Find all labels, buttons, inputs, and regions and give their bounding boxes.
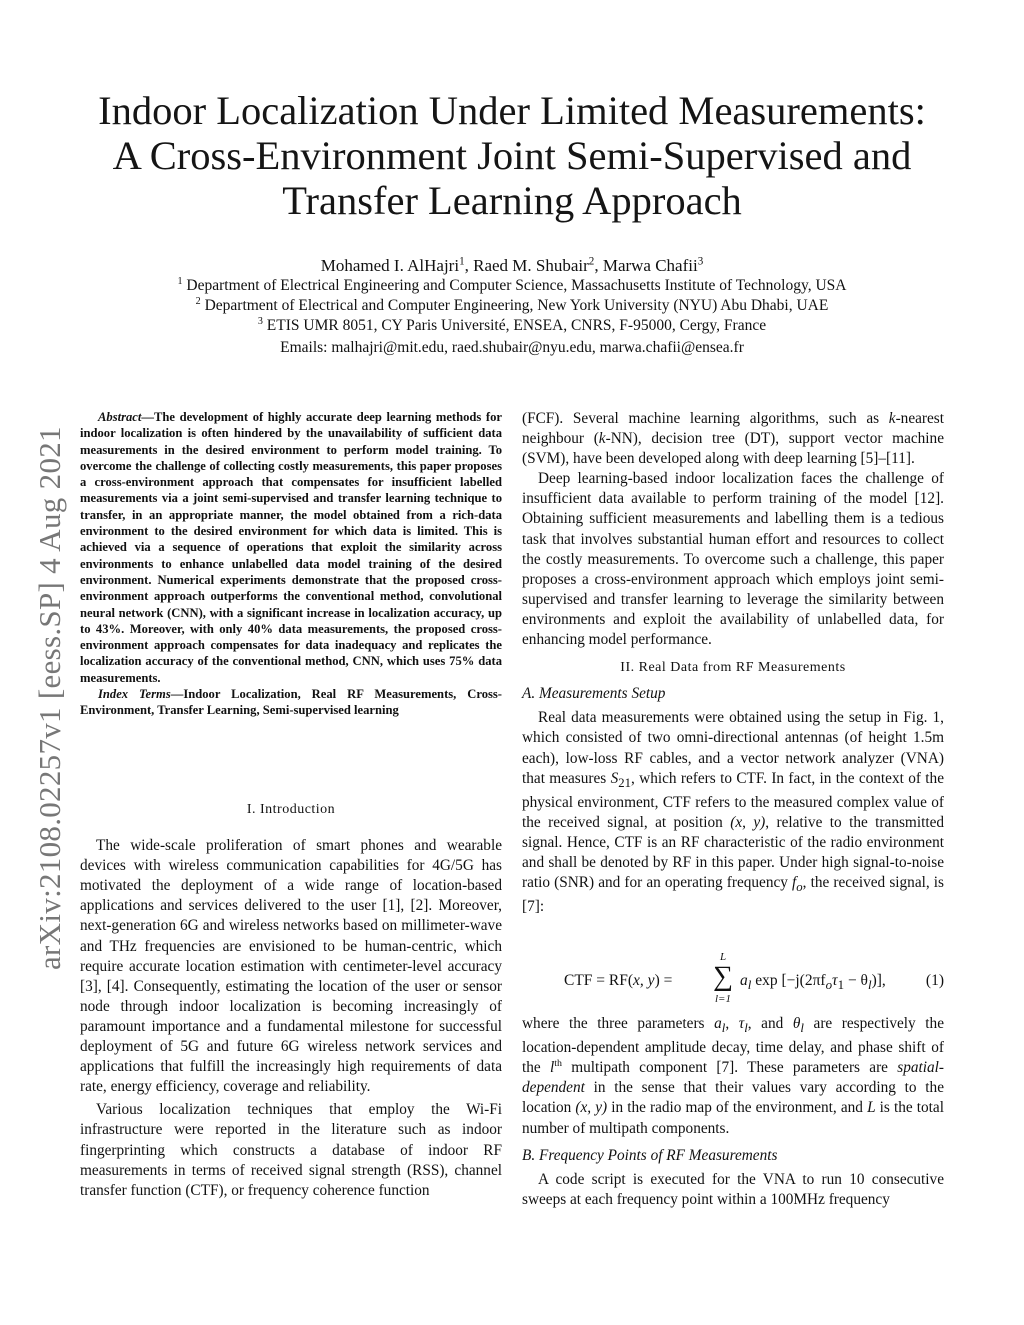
where-spatial-dependent: spatial-dependent <box>522 1059 944 1097</box>
affiliation-2 <box>60 296 964 316</box>
sum-lower-limit: l=1 <box>715 993 731 1005</box>
abstract-text: —The development of highly accurate deep learning methods for indoor localization is often hindered by the unavailability of sufficient data measurements in the desired environment to perform model training. To overcome the challenge of collecting costly measurements, this paper proposes a cross-environment approach that compensates for insufficient labelled measurements via a joint semi-supervised and transfer learning technique to transfer, in an appropriate manner, the model obtained from a rich-data environment to the desired environment for which data is limited. This is achieved via a sequence of operations that exploit the similarity across environments to enhance unlabelled data model training of the desired environment. Numerical experiments demonstrate that the proposed cross-environment approach outperforms the conventional method, convolutional neural network (CNN), with a significant increase in localization accuracy, up to 43%. Moreover, with only 40% data measurements, the proposed cross-environment approach compensates for data inadequacy and replicates the localization accuracy of the conventional method, CNN, which uses 75% data measurements. <box>80 410 502 685</box>
affiliation-3-text: ETIS UMR 8051, CY Paris Université, ENSEA, CNRS, F-95000, Cergy, France <box>262 317 767 334</box>
where-paragraph <box>522 1014 944 1139</box>
sum-symbol: ∑ <box>713 961 733 992</box>
eq-tau: τ <box>832 972 838 989</box>
author-1: Mohamed I. AlHajri <box>320 256 460 275</box>
where-text-3: , and <box>747 1015 793 1032</box>
abstract <box>80 409 502 719</box>
where-xy: (x, y) <box>575 1099 608 1117</box>
section-2-heading: II. Real Data from RF Measurements <box>620 660 846 676</box>
equation-number: (1) <box>925 972 944 989</box>
title-line-3: Transfer Learning Approach <box>282 178 742 223</box>
where-l: l <box>549 1059 555 1077</box>
equation-body <box>564 951 904 1008</box>
affiliation-1-text: Department of Electrical Engineering and Computer Science, Massachusetts Institute of Technology, USA <box>182 277 847 294</box>
introduction-heading: I. Introduction <box>246 802 336 817</box>
right-column-top <box>522 409 944 917</box>
frequency-points-paragraph: A code script is executed for the VNA to run 10 consecutive sweeps at each frequency point within a 100MHz frequency <box>522 1170 944 1208</box>
setup-text-1: Real data measurements were obtained using the setup in Fig. 1, which consisted of two omni-directional antennas (of height 1.5m each), low-loss RF cables, and a vector network analyzer (VNA) that measures <box>522 709 944 787</box>
affiliation-2-sup: 2 <box>195 295 201 307</box>
where-text-8: is the total number of multipath components. <box>522 1099 944 1137</box>
setup-f-sub: o <box>796 880 803 895</box>
subsection-b-heading: B. Frequency Points of RF Measurements <box>522 1146 778 1164</box>
where-th: th <box>554 1058 562 1070</box>
where-text-2: , <box>725 1015 739 1032</box>
emails: Emails: malhajri@mit.edu, raed.shubair@nyu.edu, marwa.chafii@ensea.fr <box>280 339 744 356</box>
setup-xy: (x, y) <box>730 813 766 831</box>
sum-upper-limit: L <box>719 951 727 963</box>
where-text-1: where the three parameters <box>522 1015 715 1032</box>
fcf-k: k <box>888 410 896 427</box>
affiliation-1-sup: 1 <box>177 275 183 287</box>
fcf-text-b: -nearest neighbour ( <box>522 410 944 448</box>
eq-mid: ) = <box>654 972 673 989</box>
author-2: , Raed M. Shubair <box>464 256 589 275</box>
abstract-paragraph <box>80 409 502 686</box>
setup-s: S <box>610 769 619 787</box>
where-a-sub: l <box>721 1021 726 1036</box>
setup-text-3: , relative to the transmitted signal. Hence, CTF is an RF characteristic of the radio environment and shall be denoted by RF in this paper. Under high signal-to-noise ratio (SNR) and for an operating frequency <box>522 813 945 892</box>
eq-lhs-text: CTF = RF( <box>564 972 634 989</box>
fcf-text-a: (FCF). Several machine learning algorithms, such as <box>522 410 889 427</box>
setup-text-4: , the received signal, is [7]: <box>522 874 944 916</box>
title-line-2: A Cross-Environment Joint Semi-Supervised and <box>112 133 912 178</box>
where-tau-sub: l <box>744 1021 748 1036</box>
introduction-paragraph-1: The wide-scale proliferation of smart phones and wearable devices with wireless communication capabilities for 4G/5G has motivated the deployment of a wide range of location-based applications and services delivered to the user [1], [2]. Moreover, next-generation 6G and wireless networks based on millimeter-wave and THz frequencies are envisioned to be human-centric, which require accurate location estimation with centimeter-level accuracy [3], [4]. Consequently, estimating the location of the user or sensor node through indoor localization is becoming increasingly of paramount importance and a fundamental milestone for successful deployment of 5G and future 6G wireless network services and applications that fulfill the increasingly high requirements of data rate, energy efficiency, coverage and reliability. <box>80 837 502 1096</box>
right-column-bottom <box>522 1014 944 1210</box>
affiliation-3-sup: 3 <box>257 315 263 327</box>
eq-a-sub: l <box>747 977 752 993</box>
affiliation-2-text: Department of Electrical and Computer Engineering, New York University (NYU) Abu Dhabi, UAE <box>200 297 829 314</box>
author-list <box>60 256 964 276</box>
author-2-sup: 2 <box>588 255 595 268</box>
equation-1 <box>522 951 944 1008</box>
where-text-6: in the sense that their values vary according to the location <box>522 1079 944 1117</box>
where-L: L <box>867 1099 876 1117</box>
affiliation-1 <box>60 276 964 296</box>
measurements-setup-paragraph <box>522 708 944 917</box>
index-terms-text: —Indoor Localization, Real RF Measurements, Cross-Environment, Transfer Learning, Semi-supervised learning <box>80 687 502 718</box>
setup-f: f <box>792 874 797 892</box>
where-text-4: are respectively the location-dependent amplitude decay, time delay, and phase shift of the <box>522 1015 944 1077</box>
setup-text-2: , which refers to CTF. In fact, in the context of the physical environment, CTF refers to the measured complex value of the received signal, at position <box>522 769 944 831</box>
eq-close: )], <box>871 972 886 989</box>
fcf-text-c: -NN), decision tree (DT), support vector machine (SVM), have been developed along with deep learning [5]–[11]. <box>522 430 944 468</box>
abstract-label: Abstract <box>98 410 142 424</box>
equation-rhs <box>740 972 886 993</box>
eq-tau-sub: 1 <box>837 977 845 993</box>
equation-lhs <box>564 972 672 990</box>
eq-xy: x, y <box>633 972 655 989</box>
setup-s-sub: 21 <box>618 775 631 790</box>
index-terms <box>80 686 502 719</box>
fcf-paragraph <box>522 409 944 469</box>
deep-learning-paragraph: Deep learning-based indoor localization faces the challenge of insufficient data available to perform training of the model [12]. Obtaining sufficient measurements and labelling them is a tedious task that involves substantial human effort and resources to collect the costly measurements. To overcome such a challenge, this paper proposes a cross-environment approach which employs joint semi-supervised and transfer learning to leverage the similarity between environments and exploit the availability of unlabelled data, for enhancing model performance. <box>522 470 944 649</box>
introduction-section <box>80 800 502 1201</box>
author-1-sup: 1 <box>459 255 465 268</box>
author-3-sup: 3 <box>697 255 704 268</box>
arxiv-stamp: arXiv:2108.02257v1 [eess.SP] 4 Aug 2021 <box>32 426 67 970</box>
introduction-paragraph-2: Various localization techniques that employ the Wi-Fi infrastructure were reported in the literature such as indoor fingerprinting which constructs a database of indoor RF measurements in terms of received signal strength (RSS), channel transfer function (CTF), or frequency coherence function <box>80 1101 502 1199</box>
eq-a: a <box>740 972 748 989</box>
where-theta: θ <box>792 1015 801 1032</box>
affiliation-3 <box>60 316 964 336</box>
eq-theta-sub: l <box>867 977 872 993</box>
fcf-k2: k <box>598 430 606 448</box>
where-text-7: in the radio map of the environment, and <box>607 1099 868 1117</box>
title-line-1: Indoor Localization Under Limited Measurements: <box>98 88 926 133</box>
paper-title <box>60 88 964 223</box>
index-terms-label: Index Terms <box>98 687 171 702</box>
eq-theta: − θ <box>844 972 868 989</box>
eq-exp: exp [−j(2πf <box>751 972 826 989</box>
where-tau: τ <box>738 1015 745 1032</box>
subsection-a-heading: A. Measurements Setup <box>522 685 666 703</box>
eq-exp-sub: o <box>825 977 833 993</box>
where-text-5: multipath component [7]. These parameters are <box>561 1059 898 1077</box>
where-theta-sub: l <box>800 1021 804 1036</box>
where-a: a <box>714 1015 722 1032</box>
author-3: , Marwa Chafii <box>594 256 698 275</box>
